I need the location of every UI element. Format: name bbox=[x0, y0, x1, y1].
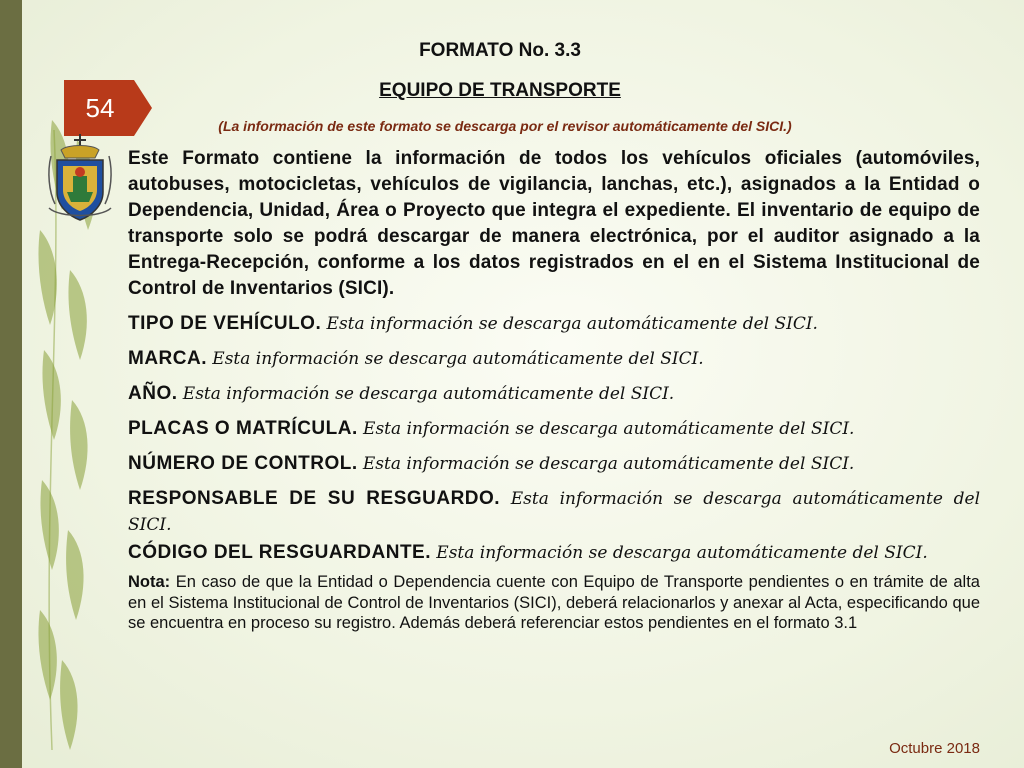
field-responsable bbox=[128, 486, 980, 538]
slide-number-badge bbox=[64, 80, 152, 136]
field-numero-control bbox=[128, 451, 980, 477]
nota-paragraph bbox=[128, 572, 980, 634]
university-crest-icon bbox=[45, 132, 115, 226]
format-number-title: FORMATO No. 3.3 bbox=[419, 40, 581, 61]
field-label: CÓDIGO DEL RESGUARDANTE. bbox=[128, 542, 432, 563]
field-label: AÑO. bbox=[128, 383, 178, 404]
slide-content bbox=[128, 146, 980, 634]
field-codigo-resguardante bbox=[128, 540, 980, 566]
field-anio bbox=[128, 381, 980, 407]
footer-date: Octubre 2018 bbox=[889, 740, 980, 757]
field-label: RESPONSABLE DE SU RESGUARDO. bbox=[128, 488, 501, 509]
download-note: (La información de este formato se descarga por el revisor automáticamente del SICI.) bbox=[218, 118, 792, 134]
field-label: NÚMERO DE CONTROL. bbox=[128, 453, 358, 474]
field-placas bbox=[128, 416, 980, 442]
field-description: Esta información se descarga automáticamente del SICI. bbox=[182, 384, 675, 404]
field-label: TIPO DE VEHÍCULO. bbox=[128, 313, 322, 334]
field-description: Esta información se descarga automáticamente del SICI. bbox=[363, 419, 855, 439]
left-accent-bar bbox=[0, 0, 22, 768]
format-name-title: EQUIPO DE TRANSPORTE bbox=[379, 80, 621, 101]
field-description: Esta información se descarga automáticamente del SICI. bbox=[128, 489, 981, 535]
nota-label: Nota: bbox=[128, 573, 171, 591]
field-tipo-vehiculo bbox=[128, 311, 980, 337]
field-label: MARCA. bbox=[128, 348, 207, 369]
slide-number: 54 bbox=[85, 93, 115, 123]
field-description: Esta información se descarga automáticamente del SICI. bbox=[362, 454, 855, 474]
field-label: PLACAS O MATRÍCULA. bbox=[128, 418, 358, 439]
field-description: Esta información se descarga automáticamente del SICI. bbox=[326, 314, 818, 334]
nota-text: En caso de que la Entidad o Dependencia cuente con Equipo de Transporte pendientes o en trámite de alta en el Sistema Institucional de Control de Inventarios (SICI), deberá relacionarlos y anexar al Acta, especificando que se encuentra en proceso su registro. Además deberá referenciar estos pendientes en el formato 3.1 bbox=[128, 573, 980, 632]
intro-paragraph: Este Formato contiene la información de todos los vehículos oficiales (automóviles, autobuses, motocicletas, vehículos de vigilancia, lanchas, etc.), asignados a la Entidad o Dependencia, Unidad, Área o Proyecto que integra el expediente. El inventario de equipo de transporte solo se podrá descargar de manera electrónica, por el auditor asignado a la Entrega-Recepción, conforme a los datos registrados en el en el Sistema Institucional de Control de Inventarios (SICI). bbox=[128, 148, 980, 299]
field-description: Esta información se descarga automáticamente del SICI. bbox=[212, 349, 704, 369]
field-description: Esta información se descarga automáticamente del SICI. bbox=[436, 543, 928, 563]
field-marca bbox=[128, 346, 980, 372]
